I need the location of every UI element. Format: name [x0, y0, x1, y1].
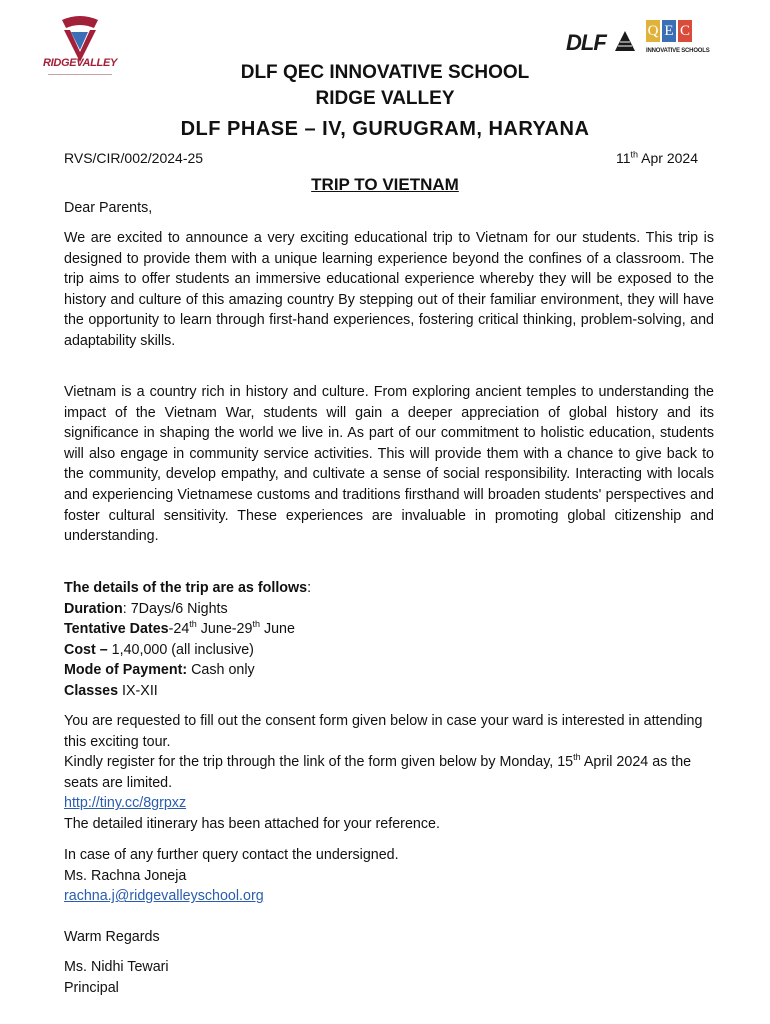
culture-paragraph: Vietnam is a country rich in history and culture. From exploring ancient temples to understanding the impact of the Vietnam War, students will gain a deeper appreciation of global history and its significance in shaping the world we live in. As part of our commitment to holistic education, students will also engage in community service activities. This will provide them with a chance to give back to the community, develop empathy, and cultivate a sense of social responsibility. Interacting with locals and experiencing Vietnamese customs and traditions firsthand will broaden students' perspectives and foster cultural sensitivity. These experiences are invaluable in promoting global citizenship and understanding.	[64, 384, 714, 545]
qec-logo-q: Q	[646, 20, 660, 42]
detail-classes: Classes IX-XII	[64, 682, 158, 699]
detail-cost: Cost – 1,40,000 (all inclusive)	[64, 641, 254, 658]
signatory-title: Principal	[64, 979, 119, 996]
dlf-triangle-icon	[614, 30, 636, 52]
dlf-logo-text: DLF	[566, 30, 606, 55]
school-name: DLF QEC INNOVATIVE SCHOOL	[240, 62, 530, 83]
circular-reference: RVS/CIR/002/2024-25	[64, 150, 204, 166]
contact-line: In case of any further query contact the undersigned.	[64, 847, 399, 863]
circular-title: TRIP TO VIETNAM	[311, 175, 459, 194]
qec-logo-e: E	[662, 20, 676, 42]
detail-dates: Tentative Dates-24th June-29th June	[64, 619, 295, 638]
intro-paragraph: We are excited to announce a very exciting educational trip to Vietnam for our students. This trip is designed to provide them with a unique learning experience beyond the confines of a classroom. The trip aims to offer students an immersive educational experience whereby they will be exposed to the history and culture of this amazing country By stepping out of their familiar environment, they will have the opportunity to learn through first-hand experiences, fostering critical thinking, problem-solving, and adaptability skills.	[64, 230, 714, 349]
signature-block	[64, 957, 714, 998]
ridge-valley-logo-text: RIDGEVALLEY	[42, 57, 118, 69]
itinerary-text: The detailed itinerary has been attached for your reference.	[64, 815, 440, 832]
consent-text: You are requested to fill out the consent form given below in case your ward is interested in attending this exciting tour.	[64, 713, 703, 750]
detail-duration: Duration: 7Days/6 Nights	[64, 600, 228, 617]
closing: Warm Regards	[64, 929, 160, 945]
signatory-name: Ms. Nidhi Tewari	[64, 959, 169, 975]
school-address: DLF PHASE – IV, GURUGRAM, HARYANA	[180, 118, 590, 140]
qec-logo-c: C	[678, 20, 692, 42]
salutation: Dear Parents,	[64, 200, 153, 216]
details-heading: The details of the trip are as follows:	[64, 580, 312, 596]
contact-name: Ms. Rachna Joneja	[64, 867, 187, 884]
circular-date: 11th Apr 2024	[616, 149, 698, 166]
detail-payment: Mode of Payment: Cash only	[64, 662, 255, 679]
register-text: Kindly register for the trip through the link of the form given below by Monday, 15th April 2024 as the seats are limited.	[64, 752, 692, 791]
contact-section	[64, 845, 714, 907]
form-link[interactable]: http://tiny.cc/8grpxz	[64, 795, 187, 812]
contact-email-link[interactable]: rachna.j@ridgevalleyschool.org	[64, 888, 264, 905]
campus-name: RIDGE VALLEY	[315, 88, 455, 109]
qec-logo-subtitle: INNOVATIVE SCHOOLS	[646, 48, 710, 54]
trip-details	[64, 578, 714, 702]
registration-section	[64, 711, 714, 835]
